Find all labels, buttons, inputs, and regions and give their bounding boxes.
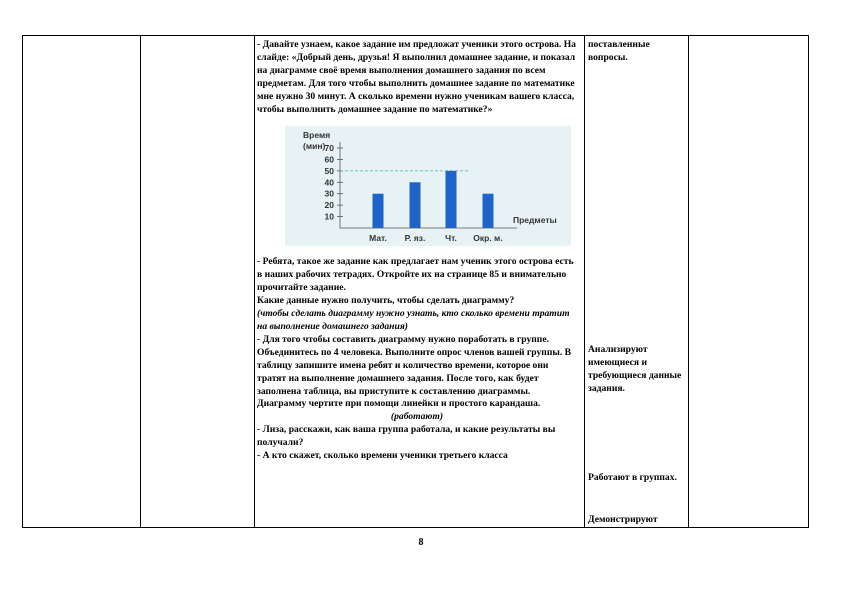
homework-time-chart	[285, 126, 571, 246]
paragraph-group-work: - Для того чтобы составить диаграмму нужно поработать в группе. Объединитесь по 4 человека. Выполните опрос членов вашей группы. В таблицу запишите имена ребят и количество времени, которое они тратят на выполнение домашнего задания. После того, как будет заполнена таблица, вы приступите к составлению диаграммы. Диаграмму чертите при помощи линейки и простого карандаша.	[257, 333, 572, 410]
column-divider-3	[584, 36, 585, 527]
x-tick-label: Мат.	[369, 233, 387, 244]
x-axis-label: Предметы	[513, 215, 557, 226]
bar-3	[446, 171, 457, 228]
bar-1	[373, 194, 384, 228]
page-number: 8	[418, 537, 424, 548]
paragraph-third-class: - А кто скажет, сколько времени ученики третьего класса	[257, 450, 508, 462]
column-divider-4	[688, 36, 689, 527]
y-tick-label: 20	[324, 200, 334, 211]
paragraph-workbook: - Ребята, такое же задание как предлагает нам ученик этого острова есть в наших рабочих тетрадях. Откройте их на странице 85 и внимательно прочитайте задание.	[257, 256, 574, 294]
bar-4	[483, 194, 494, 228]
paragraph-liza: - Лиза, расскажи, как ваша группа работала, и какие результаты вы получали?	[257, 424, 556, 449]
y-tick-label: 30	[324, 189, 334, 200]
student-text-4: Демонстрируют	[588, 514, 658, 525]
x-tick-label: Чт.	[445, 233, 457, 244]
chart-svg	[285, 126, 571, 246]
student-text-2: Анализируют имеющиеся и требующиеся данные задания.	[588, 344, 682, 394]
bar-2	[410, 183, 421, 229]
x-tick-label: Р. яз.	[404, 233, 426, 244]
y-axis-label-line: (мин)	[303, 141, 326, 152]
y-tick-label: 40	[324, 177, 334, 188]
lesson-table	[22, 35, 809, 528]
paragraph-question: Какие данные нужно получить, чтобы сделать диаграмму?	[257, 295, 515, 307]
paragraph-note: (работают)	[390, 411, 444, 423]
x-tick-label: Окр. м.	[473, 233, 503, 244]
y-tick-label: 50	[324, 166, 334, 177]
y-tick-label: 60	[324, 154, 334, 165]
column-divider-1	[140, 36, 141, 527]
y-tick-label: 70	[324, 143, 334, 154]
teacher-activity-column	[257, 39, 577, 463]
y-tick-label: 10	[324, 212, 334, 223]
column-divider-2	[254, 36, 255, 527]
y-axis-label-line: Время	[303, 130, 331, 141]
student-text-3: Работают в группах.	[588, 472, 677, 483]
paragraph-answer: (чтобы сделать диаграмму нужно узнать, кто сколько времени тратит на выполнение домашнего задания)	[257, 308, 570, 332]
student-text-1: поставленные вопросы.	[588, 39, 650, 63]
intro-paragraph: - Давайте узнаем, какое задание им предложат ученики этого острова. На слайде: «Добрый день, друзья! Я выполнил домашнее задание, и показал на диаграмме своё время выполнения домашнего задания по всем предметам. Для того чтобы выполнить домашнее задание по математике мне нужно 30 минут. А сколько времени нужно ученикам вашего класса, чтобы выполнить домашнее задание по математике?»	[257, 39, 576, 115]
